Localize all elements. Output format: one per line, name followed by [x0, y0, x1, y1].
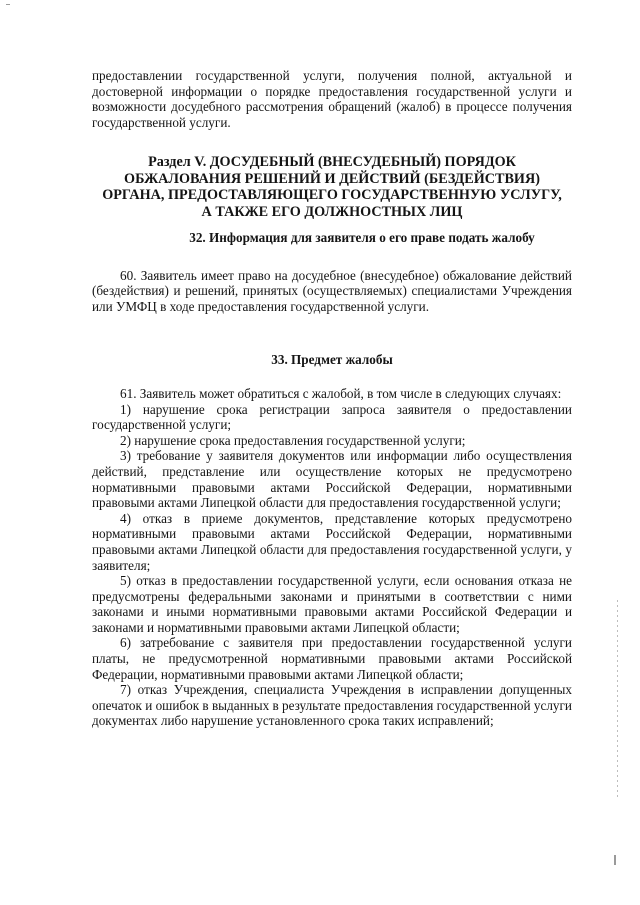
list-item: 3) требование у заявителя документов или информации либо осуществления действий, представление или осуществление которых не предусмотрено нормативными правовыми актами Российской Федерации, нормативными правовыми актами Липецкой области для предоставления государственной услуги;	[92, 448, 572, 511]
paragraph-60: 60. Заявитель имеет право на досудебное (внесудебное) обжалование действий (бездействия) и решений, принятых (осуществляемых) специалистами Учреждения или УМФЦ в ходе предоставления государственной услуги.	[92, 267, 572, 314]
scan-mark	[614, 855, 616, 865]
section-title-line: ОБЖАЛОВАНИЯ РЕШЕНИЙ И ДЕЙСТВИЙ (БЕЗДЕЙСТВИЯ)	[124, 170, 540, 187]
scan-mark	[6, 4, 10, 5]
list-item: 4) отказ в приеме документов, представление которых предусмотрено нормативными правовыми актами Российской Федерации, нормативными правовыми актами Липецкой области для предоставления государственной услуги, у заявителя;	[92, 510, 572, 573]
paragraph-61: 61. Заявитель может обратиться с жалобой, в том числе в следующих случаях:	[120, 385, 562, 401]
heading-32: 32. Информация для заявителя о его праве подать жалобу	[189, 230, 535, 245]
scan-artifact-line	[617, 600, 618, 800]
list-item: 2) нарушение срока предоставления государственной услуги;	[120, 432, 466, 448]
document-page	[92, 68, 572, 729]
list-item: 7) отказ Учреждения, специалиста Учреждения в исправлении допущенных опечаток и ошибок в выданных в результате предоставления государственной услуги документах либо нарушение установленного срока таких исправлений;	[92, 682, 572, 729]
section-title	[92, 154, 572, 220]
section-title-line: А ТАКЖЕ ЕГО ДОЛЖНОСТНЫХ ЛИЦ	[201, 203, 463, 220]
list-item: 1) нарушение срока регистрации запроса заявителя о предоставлении государственной услуги;	[92, 401, 572, 433]
section-title-line: Раздел V. ДОСУДЕБНЫЙ (ВНЕСУДЕБНЫЙ) ПОРЯДОК	[148, 154, 516, 171]
section-title-line: ОРГАНА, ПРЕДОСТАВЛЯЮЩЕГО ГОСУДАРСТВЕННУЮ УСЛУГУ,	[102, 187, 562, 204]
intro-paragraph: предоставлении государственной услуги, получения полной, актуальной и достоверной информации о порядке предоставления государственной услуги и возможности досудебного рассмотрения обращений (жалоб) в процессе получения государственной услуги.	[92, 68, 572, 130]
list-item: 5) отказ в предоставлении государственной услуги, если основания отказа не предусмотрены федеральными законами и принятыми в соответствии с ними законами и иными нормативными правовыми актами Российской Федерации и законами и нормативными правовыми актами Липецкой области;	[92, 573, 572, 635]
list-item: 6) затребование с заявителя при предоставлении государственной услуги платы, не предусмотренной нормативными правовыми актами Российской Федерации, нормативными правовыми актами Липецкой области;	[92, 635, 572, 682]
heading-33: 33. Предмет жалобы	[271, 352, 393, 368]
